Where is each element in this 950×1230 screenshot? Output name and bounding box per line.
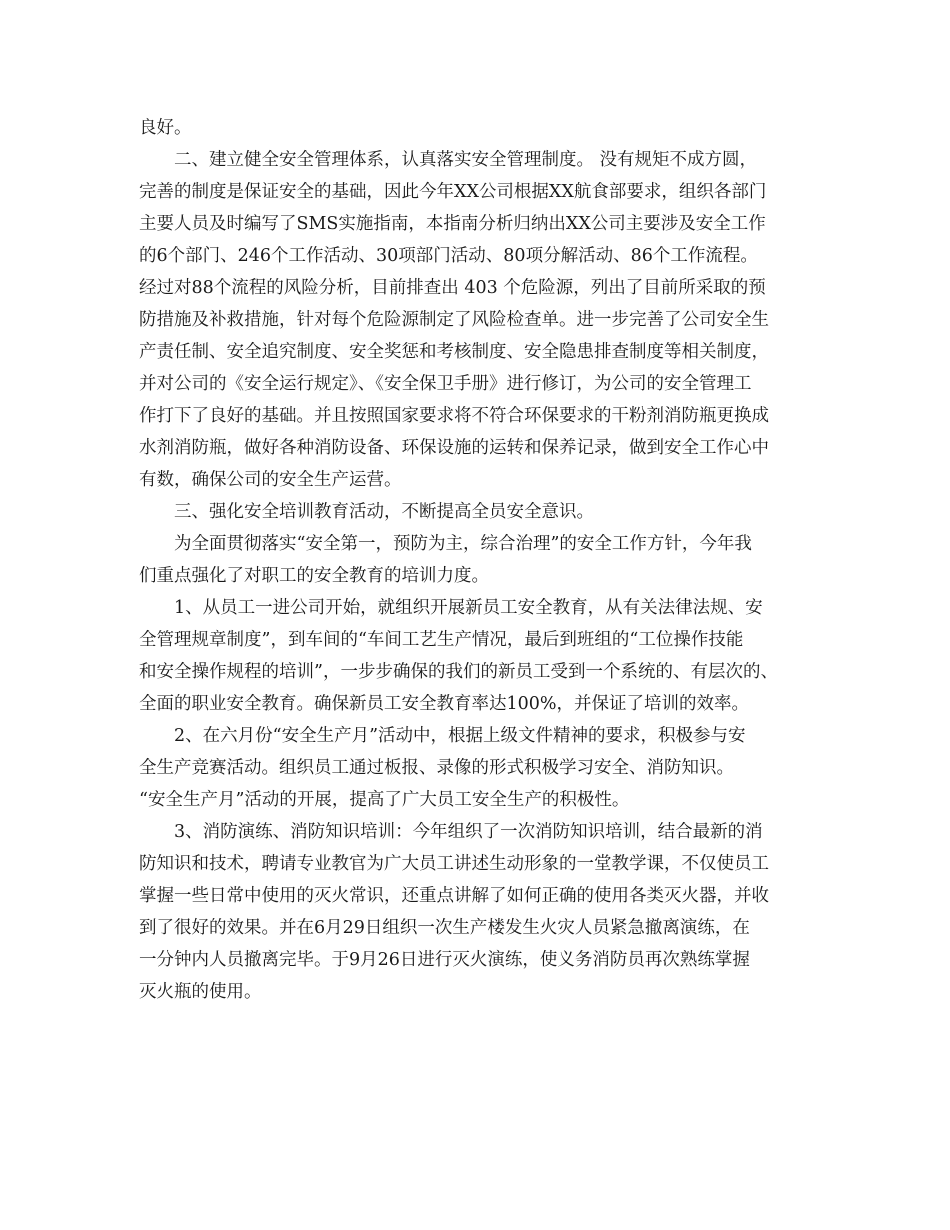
text-line: 一分钟内人员撤离完毕。于9月26日进行灭火演练，使义务消防员再次熟练掌握 bbox=[139, 950, 750, 970]
text-line: 2、在六月份“安全生产月”活动中，根据上级文件精神的要求，积极参与安 bbox=[174, 726, 746, 746]
text-line: 完善的制度是保证安全的基础，因此今年XX公司根据XX航食部要求，组织各部门 bbox=[139, 182, 767, 202]
text-line: 二、建立健全安全管理体系，认真落实安全管理制度。 没有规矩不成方圆， bbox=[174, 150, 758, 170]
text-line: 全面的职业安全教育。确保新员工安全教育率达100%，并保证了培训的效率。 bbox=[139, 694, 750, 714]
text-line: 产责任制、安全追究制度、安全奖惩和考核制度、安全隐患排查制度等相关制度， bbox=[139, 342, 769, 362]
text-line: 作打下了良好的基础。并且按照国家要求将不符合环保要求的干粉剂消防瓶更换成 bbox=[139, 406, 769, 426]
text-line: 1、从员工一进公司开始，就组织开展新员工安全教育，从有关法律法规、安 bbox=[174, 598, 763, 618]
text-line: 掌握一些日常中使用的灭火常识，还重点讲解了如何正确的使用各类灭火器，并收 bbox=[139, 886, 769, 906]
paragraph-section-three-heading bbox=[139, 496, 815, 528]
text-line: 为全面贯彻落实“安全第一，预防为主，综合治理”的安全工作方针，今年我 bbox=[174, 534, 752, 554]
paragraph-item-three bbox=[139, 816, 815, 1008]
paragraph-item-one bbox=[139, 592, 815, 720]
paragraph-item-two bbox=[139, 720, 815, 816]
text-line: 并对公司的《安全运行规定》、《安全保卫手册》进行修订，为公司的安全管理工 bbox=[139, 374, 752, 394]
paragraph-continuation bbox=[139, 112, 815, 144]
text-line: 良好。 bbox=[139, 118, 192, 138]
paragraph-training-intro bbox=[139, 528, 815, 592]
text-line: 经过对88个流程的风险分析，目前排查出 403 个危险源，列出了目前所采取的预 bbox=[139, 278, 766, 298]
text-line: 到了很好的效果。并在6月29日组织一次生产楼发生火灾人员紧急撤离演练，在 bbox=[139, 918, 750, 938]
text-line: 3、消防演练、消防知识培训：今年组织了一次消防知识培训，结合最新的消 bbox=[174, 822, 763, 842]
text-line: 和安全操作规程的培训”，一步步确保的我们的新员工受到一个系统的、有层次的、 bbox=[139, 662, 778, 682]
paragraph-section-two bbox=[139, 144, 815, 496]
text-line: 有数，确保公司的安全生产运营。 bbox=[139, 470, 402, 490]
section-heading: 三、强化安全培训教育活动，不断提高全员安全意识。 bbox=[174, 502, 594, 522]
text-line: “安全生产月”活动的开展，提高了广大员工安全生产的积极性。 bbox=[139, 790, 630, 810]
text-line: 们重点强化了对职工的安全教育的培训力度。 bbox=[139, 566, 489, 586]
text-line: 防知识和技术，聘请专业教官为广大员工讲述生动形象的一堂教学课，不仅使员工 bbox=[139, 854, 769, 874]
text-line: 主要人员及时编写了SMS实施指南，本指南分析归纳出XX公司主要涉及安全工作 bbox=[139, 214, 766, 234]
text-line: 的6个部门、246个工作活动、30项部门活动、80项分解活动、86个工作流程。 bbox=[139, 246, 758, 266]
text-line: 全管理规章制度”，到车间的“车间工艺生产情况，最后到班组的“工位操作技能 bbox=[139, 630, 744, 650]
text-line: 防措施及补救措施，针对每个危险源制定了风险检查单。进一步完善了公司安全生 bbox=[139, 310, 769, 330]
document-body bbox=[139, 112, 815, 1008]
text-line: 全生产竞赛活动。组织员工通过板报、录像的形式积极学习安全、消防知识。 bbox=[139, 758, 734, 778]
text-line: 水剂消防瓶，做好各种消防设备、环保设施的运转和保养记录，做到安全工作心中 bbox=[139, 438, 769, 458]
text-line: 灭火瓶的使用。 bbox=[139, 982, 262, 1002]
